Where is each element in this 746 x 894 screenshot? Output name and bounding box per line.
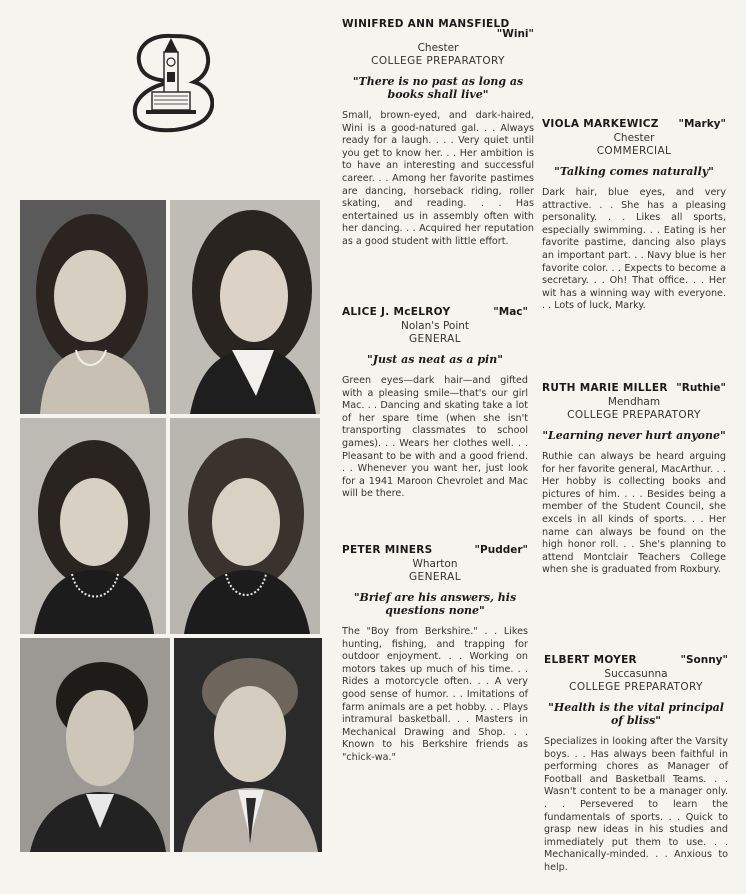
student-bio: Small, brown-eyed, and dark-haired, Wini is a good-natured gal. . . Always ready for a laugh. . . . Very quiet until you get to know her. . . Her ambition is to have an interesting and successful career. . . Among her favorite pastimes are dancing, horseback riding, roller skating, and reading. . . Has entertained us in assembly often with her dancing. . . Acquired her reputation as a good student with little effort. [342,110,534,247]
photo-miners [20,638,170,852]
student-town: Mendham [607,396,661,408]
student-town: Succasunna [604,668,668,680]
student-name: ELBERT MOYER [544,654,637,666]
student-bio: Green eyes—dark hair—and gifted with a pleasing smile—that's our girl Mac. . . Dancing and skating take a lot of her spare time (when she isn't transporting classmates to school games). . . Wears her clothes well. . . Pleasant to be with and a good friend. . . Whenever you want her, just look for a 1941 Maroon Chevrolet and Mac will be there. [342,375,528,500]
student-bio: Ruthie can always be heard arguing for her favorite general, MacArthur. . . Her hobby is collecting books and pictures of him. . . . Besides being a member of the Student Council, she excels in all kinds of sports. . . Her name can always be found on the high honor roll. . . She's planning to attend Montclair Teachers College when she is graduated from Roxbury. [542,451,726,576]
student-nickname: "Marky" [678,118,726,130]
entry-mansfield [342,18,534,249]
student-motto: "Talking comes naturally" [554,165,714,178]
student-nickname: "Ruthie" [676,382,726,394]
school-monogram-logo [128,30,214,134]
student-motto: "Brief are his answers, his questions none" [353,591,517,617]
student-motto: "Health is the vital principal of bliss" [548,701,724,727]
student-town: Wharton [412,558,458,570]
student-bio: Specializes in looking after the Varsity boys. . . Has always been faithful in performing chores as Manager of Football and Basketball Teams. . . Wasn't content to be a manager only. . . Persevered to learn the fundamentals of sports. . . Quick to grasp new ideas in his studies and immediately put them to use. . . Mechanically-minded. . . Anxious to help. [544,736,728,873]
student-motto: "Just as neat as a pin" [367,353,503,366]
student-town: Chester [613,132,655,144]
student-motto: "There is no past as long as books shall live" [352,75,524,101]
student-course: COLLEGE PREPARATORY [371,55,505,67]
entry-miners [342,544,528,765]
student-nickname: "Mac" [493,306,528,318]
student-motto: "Learning never hurt anyone" [542,429,726,442]
photo-miller [170,418,320,634]
student-course: GENERAL [409,571,461,583]
student-nickname: "Pudder" [474,544,528,556]
photo-moyer [174,638,322,852]
student-nickname: "Wini" [496,28,534,40]
student-name: ALICE J. McELROY [342,306,451,318]
student-course: COMMERCIAL [596,145,672,157]
student-name: RUTH MARIE MILLER [542,382,668,394]
student-name: VIOLA MARKEWICZ [542,118,659,130]
student-town: Nolan's Point [400,320,470,332]
student-course: COLLEGE PREPARATORY [569,681,703,693]
entry-miller [542,382,726,577]
student-name: PETER MINERS [342,544,433,556]
entry-moyer [544,654,728,875]
student-name: WINIFRED ANN MANSFIELD [342,18,510,30]
photo-markewicz [170,200,320,414]
entry-markewicz [542,118,726,313]
student-course: GENERAL [409,333,461,345]
student-nickname: "Sonny" [680,654,728,666]
student-town: Chester [417,42,459,54]
student-bio: Dark hair, blue eyes, and very attractive. . . She has a pleasing personality. . . Likes all sports, especially swimming. . . Eating is her favorite pastime, dancing also plays an important part. . . Navy blue is her favorite color. . . Expects to become a secretary. . . Oh! That office. . . Her wit has a winning way with everyone. . . Lots of luck, Marky. [542,187,726,312]
entry-mcelroy [342,306,528,501]
student-course: COLLEGE PREPARATORY [567,409,701,421]
photo-mansfield [20,200,166,414]
student-bio: The "Boy from Berkshire." . . Likes hunting, fishing, and trapping for outdoor enjoyment. . . Working on motors takes up much of his time. . . Rides a motorcycle often. . . A very good sense of humor. . . Imitations of farm animals are a pet hobby. . . Plays intramural basketball. . . Masters in Mechanical Drawing and Shop. . . Known to his Berkshire friends as "chick-wa." [342,626,528,763]
photo-mcelroy [20,418,166,634]
